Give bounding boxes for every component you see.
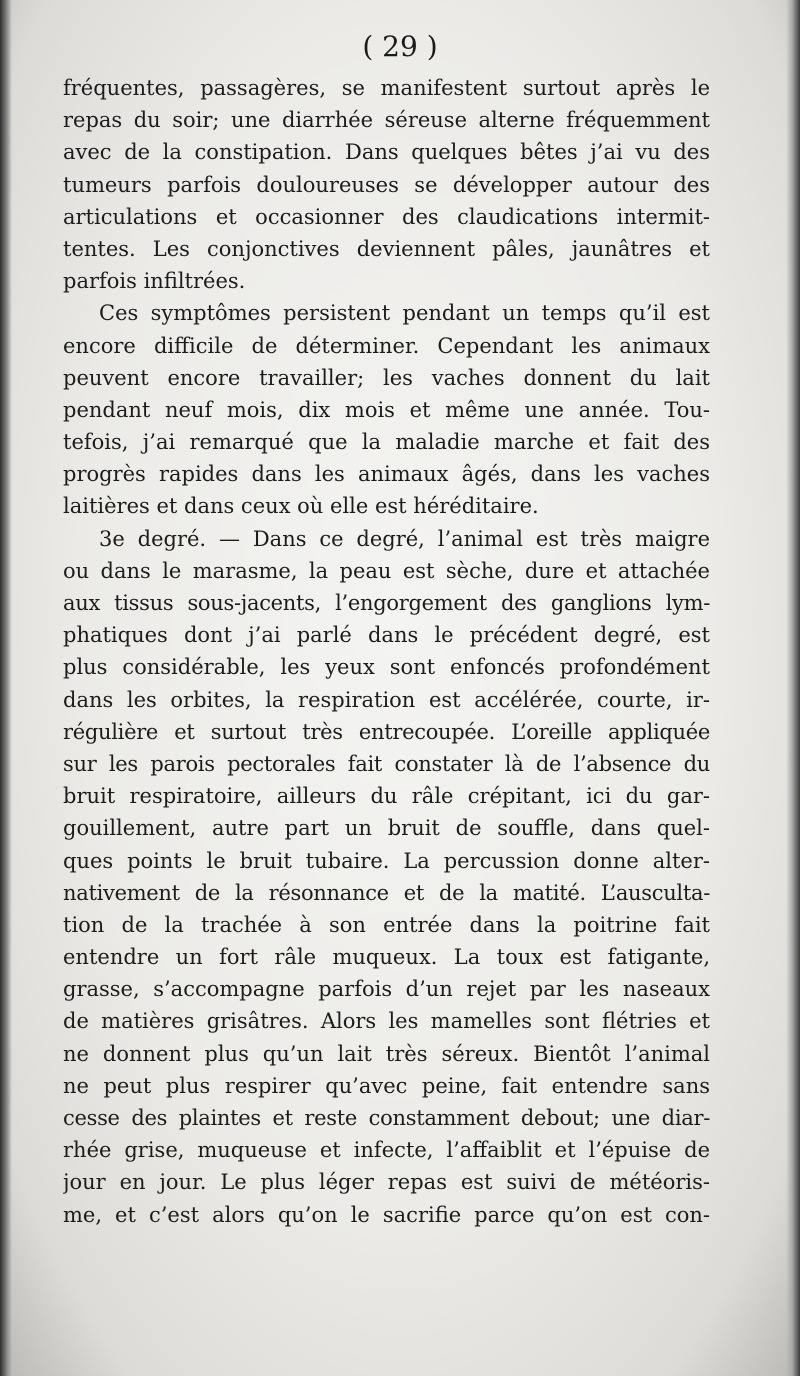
text-line: dans les orbites, la respiration est accélérée, courte, ir- bbox=[63, 687, 710, 712]
text-line: fréquentes, passagères, se manifestent surtout après le bbox=[63, 76, 710, 100]
body-text bbox=[63, 72, 710, 1231]
text-line: entendre un fort râle muqueux. La toux est fatigante, bbox=[63, 945, 710, 970]
paragraph-start-line: Ces symptômes persistent pendant un temps qu’il est bbox=[99, 301, 710, 326]
text-line: ou dans le marasme, la peau est sèche, dure et attachée bbox=[63, 558, 710, 583]
text-line: de matières grisâtres. Alors les mamelles sont flétries et bbox=[63, 1009, 710, 1034]
text-line: bruit respiratoire, ailleurs du râle crépitant, ici du gar- bbox=[63, 784, 710, 809]
text-line: progrès rapides dans les animaux âgés, dans les vaches bbox=[63, 462, 710, 487]
text-line: jour en jour. Le plus léger repas est suivi de météoris- bbox=[63, 1170, 710, 1195]
text-line: repas du soir; une diarrhée séreuse alterne fréquemment bbox=[63, 108, 710, 133]
text-line: articulations et occasionner des claudications intermit- bbox=[63, 204, 710, 229]
text-line: tumeurs parfois douloureuses se développer autour des bbox=[63, 172, 710, 197]
text-line: plus considérable, les yeux sont enfoncés profondément bbox=[63, 655, 710, 680]
text-line: phatiques dont j’ai parlé dans le précédent degré, est bbox=[63, 623, 710, 648]
text-line: encore difficile de déterminer. Cependant les animaux bbox=[63, 333, 710, 358]
text-line: rhée grise, muqueuse et infecte, l’affaiblit et l’épuise de bbox=[63, 1138, 710, 1163]
text-line: cesse des plaintes et reste constamment debout; une diar- bbox=[63, 1106, 710, 1130]
page-binding-shadow bbox=[0, 0, 12, 1376]
text-line: ques points le bruit tubaire. La percussion donne alter- bbox=[63, 848, 710, 873]
text-line: tion de la trachée à son entrée dans la poitrine fait bbox=[63, 912, 710, 937]
page-edge-shadow bbox=[786, 0, 800, 1376]
text-line: aux tissus sous-jacents, l’engorgement des ganglions lym- bbox=[63, 591, 710, 615]
text-line: avec de la constipation. Dans quelques bêtes j’ai vu des bbox=[63, 140, 710, 165]
text-line: grasse, s’accompagne parfois d’un rejet par les naseaux bbox=[63, 977, 710, 1002]
text-line: pendant neuf mois, dix mois et même une année. Tou- bbox=[63, 397, 710, 422]
text-line: gouillement, autre part un bruit de souffle, dans quel- bbox=[63, 816, 710, 841]
text-line: laitières et dans ceux où elle est héréditaire. bbox=[63, 494, 539, 519]
text-line: tentes. Les conjonctives deviennent pâles, jaunâtres et bbox=[63, 236, 710, 261]
section-heading-line: 3e degré. — Dans ce degré, l’animal est très maigre bbox=[99, 526, 710, 551]
text-line: me, et c’est alors qu’on le sacrifie parce qu’on est con- bbox=[63, 1202, 710, 1227]
text-line: ne donnent plus qu’un lait très séreux. Bientôt l’animal bbox=[63, 1041, 710, 1066]
text-line: peuvent encore travailler; les vaches donnent du lait bbox=[63, 365, 710, 390]
page-number: ( 29 ) bbox=[362, 30, 438, 63]
text-line: parfois infiltrées. bbox=[63, 269, 246, 294]
text-line: sur les parois pectorales fait constater là de l’absence du bbox=[63, 751, 710, 776]
text-line: régulière et surtout très entrecoupée. L’oreille appliquée bbox=[63, 719, 710, 744]
text-line: nativement de la résonnance et de la matité. L’ausculta- bbox=[63, 880, 710, 905]
text-line: ne peut plus respirer qu’avec peine, fait entendre sans bbox=[63, 1073, 710, 1098]
text-line: tefois, j’ai remarqué que la maladie marche et fait des bbox=[63, 430, 710, 455]
